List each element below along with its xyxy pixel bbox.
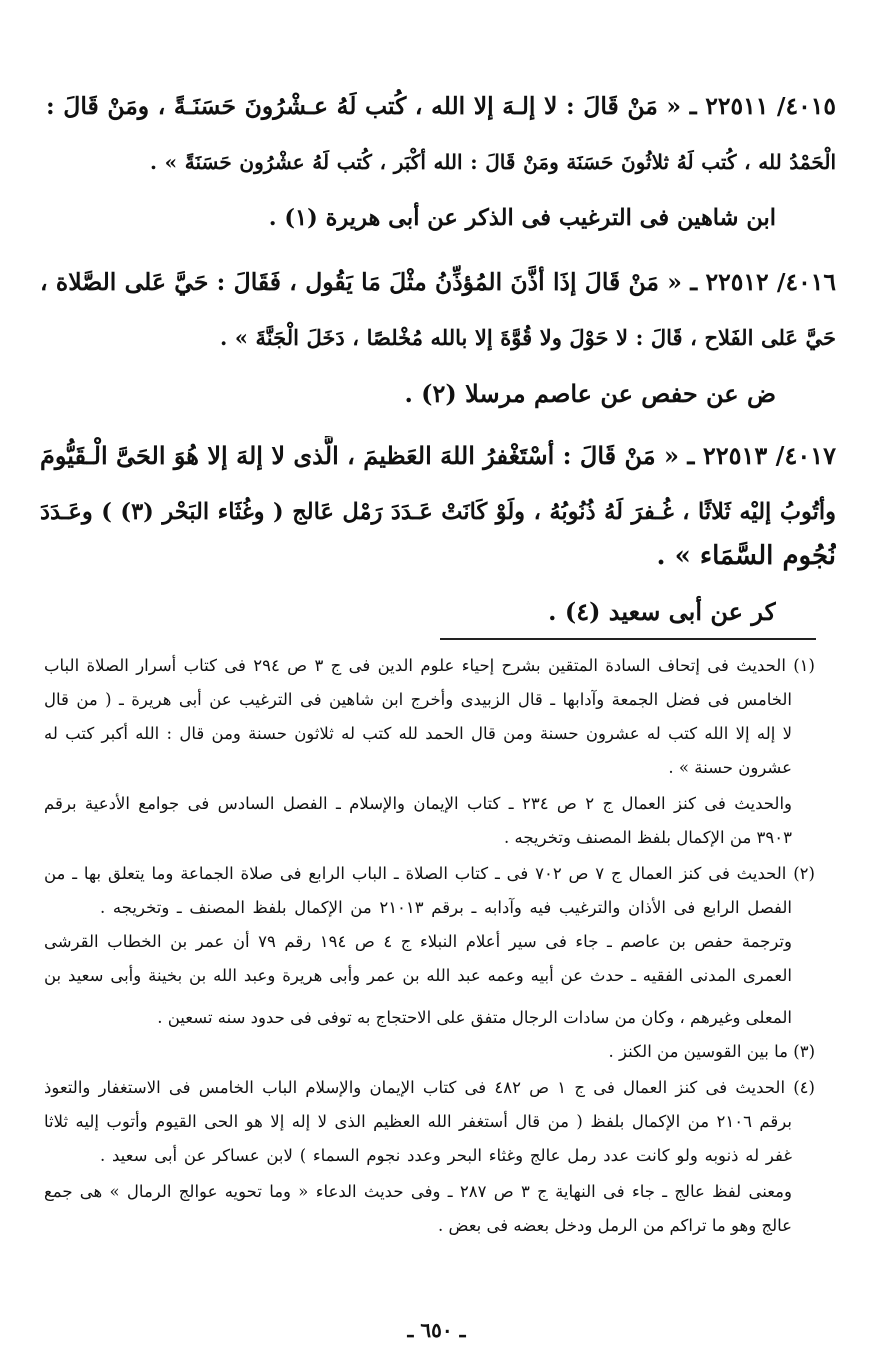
hadith-4017-line-1: ٤٠١٧/ ٢٢٥١٣ ـ « مَنْ قَالَ : أسْتَغْفرُ اللهَ العَظيمَ ، الَّذى لا إلهَ إلا هُوَ الحَىَّ الْـقَيُّومَ	[40, 441, 836, 470]
footnote-1-line-5: والحديث فى كنز العمال ج ٢ ص ٢٣٤ ـ كتاب الإيمان والإسلام ـ الفصل السادس فى جوامع الأدعية برقم	[44, 794, 792, 813]
footnote-4-line-3: غفر له ذنوبه ولو كانت عدد رمل عالج وغثاء البحر وعدد نجوم السماء ) لابن عساكر عن أبى سعيد .	[100, 1146, 792, 1165]
hadith-4016-line-1: ٤٠١٦/ ٢٢٥١٢ ـ « مَنْ قَالَ إذَا أذَّنَ المُؤذِّنُ مثْلَ مَا يَقُول ، فَقَالَ : حَيَّ عَلى الصَّلاة ،	[40, 268, 836, 296]
footnote-4-line-1: (٤) الحديث فى كنز العمال فى ج ١ ص ٤٨٢ فى كتاب الإيمان والإسلام الباب الخامس فى الاستغفار والتعوذ	[44, 1078, 815, 1097]
footnote-2-line-1: (٢) الحديث فى كنز العمال ج ٧ ص ٧٠٢ فى ـ كتاب الصلاة ـ الباب الرابع فى صلاة الجماعة وما يتعلق بها ـ من	[44, 864, 815, 883]
footnote-2-line-2: الفصل الرابع فى الأذان والترغيب فيه وآدابه ـ برقم ٢١٠١٣ من الإكمال بلفظ المصنف ـ وتخريجه .	[100, 898, 792, 917]
hadith-4015-line-2: الْحَمْدُ لله ، كُتب لَهُ ثلاثُونَ حَسَنَة ومَنْ قَالَ : الله أكْبَر ، كُتب لَهُ عشْرُون حَسَنَةً » .	[150, 150, 836, 174]
footnote-2-line-3: وترجمة حفص بن عاصم ـ جاء فى سير أعلام النبلاء ج ٤ ص ١٩٤ رقم ٧٩ أن عمر بن الخطاب القرشى	[44, 932, 792, 951]
hadith-4016-source: ض عن حفص عن عاصم مرسلا (٢) .	[404, 379, 776, 408]
page-number: ـ ٦٥٠ ـ	[407, 1318, 466, 1342]
hadith-4017-line-3: نُجُوم السَّمَاء » .	[656, 541, 836, 571]
hadith-4017-source: كر عن أبى سعيد (٤) .	[548, 597, 776, 626]
footnote-1-line-4: عشرون حسنة » .	[668, 758, 792, 777]
footnote-2-line-5: المعلى وغيرهم ، وكان من سادات الرجال متفق على الاحتجاج به توفى فى حدود سنه تسعين .	[157, 1008, 792, 1027]
footnote-1-line-1: (١) الحديث فى إتحاف السادة المتقين بشرح إحياء علوم الدين فى ج ٣ ص ٢٩٤ فى كتاب أسرار الصلاة الباب	[44, 656, 815, 675]
footnote-2-line-4: العمرى المدنى الفقيه ـ حدث عن أبيه وعمه عبد الله بن عمر وأبى هريرة وعبد الله بن بخينة وأبى سعيد بن	[44, 966, 792, 985]
footnote-1-line-3: لا إله إلا الله كتب له عشرون حسنة ومن قال الحمد لله كتب له ثلاثون حسنة ومن قال : الله أكبر كتب له	[44, 724, 792, 743]
footnote-separator	[440, 638, 816, 640]
footnote-3-line-1: (٣) ما بين القوسين من الكنز .	[608, 1042, 815, 1061]
hadith-4017-line-2: وأتُوبُ إليْه ثَلاثًا ، غُـفرَ لَهُ ذُنُوبُهُ ، ولَوْ كَانَتْ عَـدَدَ رَمْل عَالج ( وغُثَاء البَحْر (٣) ) وعَـدَدَ	[40, 499, 836, 525]
footnote-1-line-6: ٣٩٠٣ من الإكمال بلفظ المصنف وتخريجه .	[504, 828, 792, 847]
hadith-4016-line-2: حَيَّ عَلى الفَلاح ، قَالَ : لا حَوْلَ ولا قُوَّةَ إلا بالله مُخْلصًا ، دَخَلَ الْجَنَّةَ » .	[220, 325, 836, 350]
hadith-4015-line-1: ٤٠١٥/ ٢٢٥١١ ـ « مَنْ قَالَ : لا إلـهَ إلا الله ، كُتب لَهُ عـشْرُونَ حَسَنَـةً ، ومَنْ قَالَ :	[46, 92, 836, 120]
footnote-1-line-2: الخامس فى فضل الجمعة وآدابها ـ قال الزبيدى وأخرج ابن شاهين فى الترغيب عن أبى هريرة ـ ( من قال	[44, 690, 792, 709]
hadith-4015-source: ابن شاهين فى الترغيب فى الذكر عن أبى هريرة (١) .	[268, 205, 776, 231]
footnote-4-line-4: ومعنى لفظ عالج ـ جاء فى النهاية ج ٣ ص ٢٨٧ ـ وفى حديث الدعاء « وما تحويه عوالج الرمال » هى جمع	[44, 1182, 792, 1201]
footnote-4-line-2: برقم ٢١٠٦ من الإكمال بلفظ ( من قال أستغفر الله العظيم الذى لا إله إلا هو الحى القيوم وأتوب إليه ثلاثا	[44, 1112, 792, 1131]
footnote-4-line-5: عالج وهو ما تراكم من الرمل ودخل بعضه فى بعض .	[438, 1216, 792, 1235]
